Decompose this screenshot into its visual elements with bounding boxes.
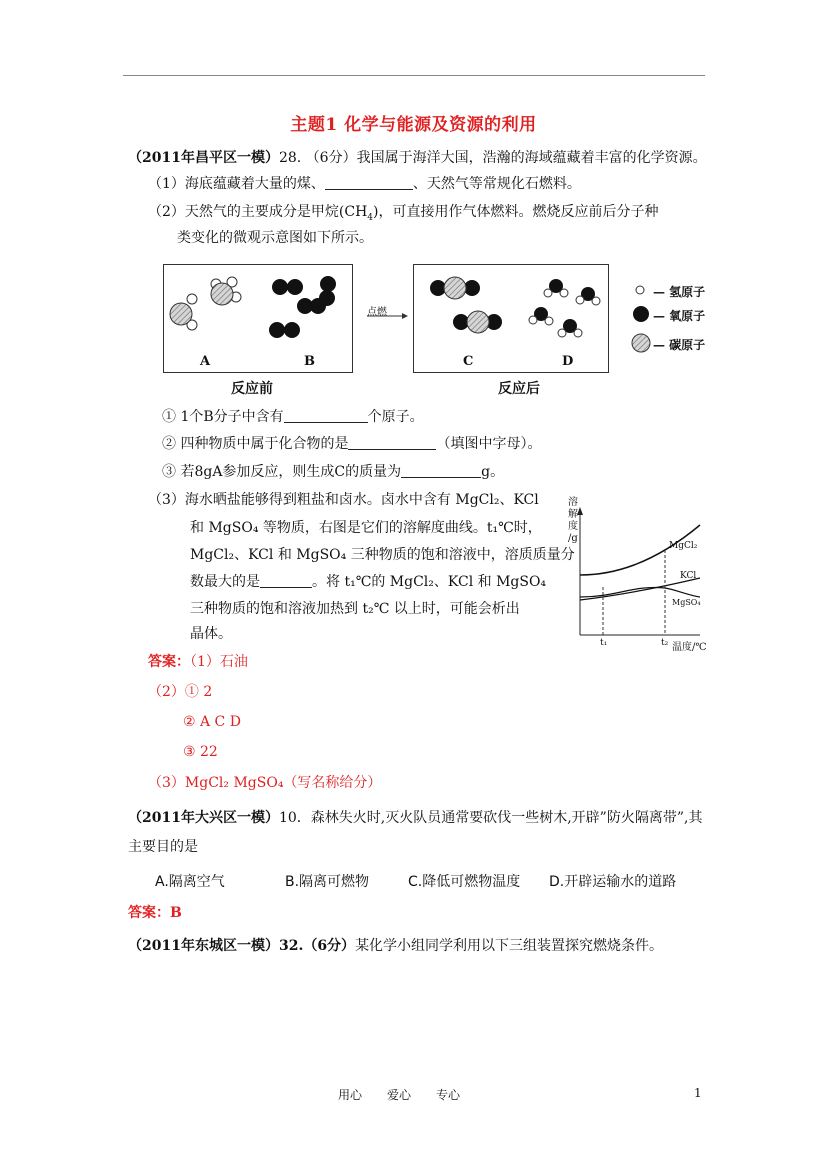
legend-oxygen: — 氧原子	[653, 309, 706, 323]
q1-sub2-text-b: （填图中字母）。	[436, 436, 542, 452]
q1-answer-1-text: （1）石油	[190, 654, 248, 670]
q2-option-d: D.开辟运输水的道路	[549, 874, 677, 890]
q1-answer-2b: ② A C D	[183, 714, 241, 730]
blank-4	[401, 463, 481, 478]
q1-sub2	[162, 434, 541, 454]
q1-part1-text-b: 、天然气等常规化石燃料。	[412, 176, 581, 192]
chart-mgcl2-label: MgCl₂	[669, 541, 698, 551]
q3-text	[128, 936, 663, 956]
footer-motto-3: 专心	[436, 1088, 461, 1102]
legend-carbon-icon	[632, 334, 650, 352]
q1-part3-l1: （3）海水晒盐能够得到粗盐和卤水。卤水中含有 MgCl₂、KCl	[148, 492, 539, 508]
molecule-drawing	[160, 262, 720, 374]
q2-option-b: B.隔离可燃物	[285, 874, 370, 890]
header-rule	[123, 75, 705, 76]
chart-ylabel	[568, 497, 580, 545]
q1-part3-l4-text-b: 。将 t₁℃的 MgCl₂、KCl 和 MgSO₄	[312, 574, 547, 590]
oxygen-molecules	[269, 276, 336, 338]
water-molecules	[529, 279, 600, 337]
label-d: D	[562, 354, 574, 369]
footer-motto-2: 爱心	[387, 1088, 412, 1102]
q1-answer-2: （2）① 2	[148, 684, 213, 700]
legend-oxygen-icon	[633, 306, 649, 322]
q1-part2	[148, 202, 659, 228]
q1-sub3	[162, 462, 504, 482]
q2-source: （2011年大兴区一模）	[128, 810, 279, 826]
q1-part2-text-a: （2）天然气的主要成分是甲烷(CH	[148, 204, 368, 220]
q1-sub3-text-b: g。	[481, 464, 505, 480]
co2-molecule-2	[453, 311, 502, 333]
q1-answer-label: 答案：	[148, 654, 190, 670]
chart-ylabel-3: 度	[568, 521, 578, 532]
page-number: 1	[694, 1086, 702, 1100]
legend-carbon: — 碳原子	[653, 338, 706, 352]
q1-sub3-text-a: ③ 若8gA参加反应，则生成C的质量为	[162, 464, 402, 480]
legend-hydrogen: — 氢原子	[653, 285, 706, 299]
q1-part1	[148, 174, 581, 194]
q1-header	[128, 148, 707, 168]
q2-text-line2: 主要目的是	[128, 839, 198, 855]
q1-sub2-text-a: ② 四种物质中属于化合物的是	[162, 436, 349, 452]
q1-part2-sub: 4	[367, 212, 374, 223]
q1-part3-l3: MgCl₂、KCl 和 MgSO₄ 三种物质的饱和溶液中，溶质质量分	[190, 547, 575, 563]
q2-text-line1	[128, 808, 702, 828]
chart-t1: t₁	[600, 638, 608, 648]
chart-xlabel: 温度/℃	[672, 642, 707, 653]
q1-answer-3: （3）MgCl₂ MgSO₄（写名称给分）	[148, 775, 382, 791]
blank-3	[348, 435, 436, 450]
label-a: A	[200, 354, 211, 369]
arrow-label: 点燃	[367, 307, 387, 318]
q3-source: （2011年东城区一模）32.（6分）	[128, 938, 356, 954]
legend-hydrogen-icon	[636, 286, 644, 294]
blank-2	[284, 408, 368, 423]
chart-ylabel-2: 解	[568, 509, 578, 520]
q1-part2-cont: 类变化的微观示意图如下所示。	[177, 230, 373, 246]
q1-part3-l5: 三种物质的饱和溶液加热到 t₂℃ 以上时，可能会析出	[190, 601, 520, 617]
methane-molecule-1	[170, 294, 197, 330]
before-caption: 反应前	[231, 381, 273, 397]
q1-part3-l4	[190, 572, 546, 592]
label-c: C	[463, 354, 474, 369]
blank-5	[260, 573, 312, 588]
q1-part3-l6: 晶体。	[190, 626, 232, 642]
q1-answer-2c: ③ 22	[183, 744, 218, 760]
solubility-chart	[562, 495, 727, 655]
blank-1	[325, 175, 413, 190]
q1-source: （2011年昌平区一模）	[128, 150, 279, 166]
after-caption: 反应后	[498, 381, 540, 397]
mgso4-curve	[580, 588, 700, 597]
q1-part3-l2: 和 MgSO₄ 等物质，右图是它们的溶解度曲线。t₁℃时，	[190, 520, 542, 536]
chart-kcl-label: KCl	[680, 571, 697, 581]
q2-text-a: 10．森林失火时,灭火队员通常要砍伐一些树木,开辟”防火隔离带”,其	[278, 810, 703, 826]
co2-molecule-1	[430, 277, 480, 299]
chart-mgso4-label: MgSO₄	[672, 598, 701, 607]
q1-sub1	[162, 407, 424, 427]
q1-part2-text-b: )，可直接用作气体燃料。燃烧反应前后分子种	[373, 204, 659, 220]
footer-motto-1: 用心	[338, 1088, 363, 1102]
q1-sub1-text-b: 个原子。	[367, 409, 424, 425]
methane-molecule-2	[211, 277, 241, 305]
chart-ylabel-1: 溶	[568, 497, 578, 508]
q2-option-a: A.隔离空气	[155, 874, 225, 890]
page-title: 主题1 化学与能源及资源的利用	[290, 115, 537, 135]
q1-answer-1	[148, 652, 248, 672]
label-b: B	[304, 354, 315, 369]
chart-ylabel-4: /g	[568, 533, 578, 544]
q1-part1-text-a: （1）海底蕴藏着大量的煤、	[148, 176, 325, 192]
q1-sub1-text-a: ① 1个B分子中含有	[162, 409, 284, 425]
q2-option-c: C.降低可燃物温度	[408, 874, 521, 890]
chart-t2: t₂	[661, 638, 669, 648]
q1-part3-l4-text-a: 数最大的是	[190, 574, 260, 590]
q3-text-body: 某化学小组同学利用以下三组装置探究燃烧条件。	[355, 938, 664, 954]
q1-header-text: 28. （6分）我国属于海洋大国，浩瀚的海域蕴藏着丰富的化学资源。	[278, 150, 707, 166]
q2-answer: 答案：B	[128, 905, 182, 921]
